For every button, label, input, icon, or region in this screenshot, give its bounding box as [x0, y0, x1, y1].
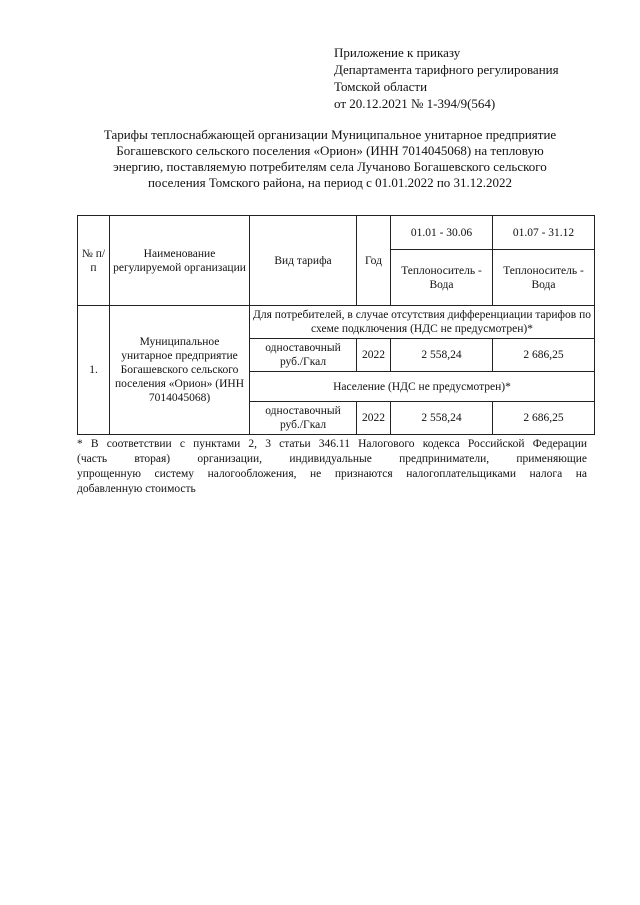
- header-period-1: 01.01 - 30.06: [391, 216, 493, 250]
- footnote-line: добавленную стоимость: [77, 483, 196, 495]
- header-organization: Наименование регулируемой организации: [110, 216, 250, 306]
- organization-name: Муниципальное унитарное предприятие Богашевского сельского поселения «Орион» (ИНН 7014045068): [110, 306, 250, 435]
- tariff-type-cell: одноставочный руб./Гкал: [250, 339, 357, 372]
- appendix-line: Томской области: [334, 79, 428, 94]
- title-line: поселения Томского района, на период с 01.01.2022 по 31.12.2022: [147, 175, 513, 190]
- footnote-line: * В соответствии с пунктами 2, 3 статьи 346.11 Налогового кодекса Российской Федерации: [77, 438, 587, 450]
- appendix-header: [334, 44, 559, 112]
- group-label: Население (НДС не предусмотрен)*: [250, 372, 595, 402]
- header-num: № п/п: [78, 216, 110, 306]
- title-line: Богашевского сельского поселения «Орион» (ИНН 7014045068) на тепловую: [116, 143, 544, 158]
- tariff-value-cell: 2 686,25: [493, 339, 595, 372]
- header-year: Год: [357, 216, 391, 306]
- tariff-type-cell: одноставочный руб./Гкал: [250, 402, 357, 435]
- title-line: Тарифы теплоснабжающей организации Муниципальное унитарное предприятие: [103, 127, 557, 142]
- group-label: Для потребителей, в случае отсутствия дифференциации тарифов по схеме подключения (НДС не предусмотрен)*: [250, 306, 595, 339]
- appendix-line: от 20.12.2021 № 1-394/9(564): [334, 96, 496, 111]
- tariff-value-cell: 2 686,25: [493, 402, 595, 435]
- title-line: энергию, поставляемую потребителям села Лучаново Богашевского сельского: [113, 159, 547, 174]
- header-period-2: 01.07 - 31.12: [493, 216, 595, 250]
- row-number: 1.: [78, 306, 110, 435]
- appendix-line: Приложение к приказу: [334, 45, 461, 60]
- year-cell: 2022: [357, 402, 391, 435]
- header-tariff-type: Вид тарифа: [250, 216, 357, 306]
- footnote: [77, 437, 587, 497]
- tariff-value-cell: 2 558,24: [391, 339, 493, 372]
- header-carrier-2: Теплоноситель - Вода: [493, 250, 595, 306]
- footnote-line: (часть вторая) организации, индивидуальные предприниматели, применяющие: [77, 453, 587, 465]
- document-title: [60, 127, 600, 191]
- appendix-line: Департамента тарифного регулирования: [334, 62, 559, 77]
- header-carrier-1: Теплоноситель - Вода: [391, 250, 493, 306]
- tariff-table: [77, 215, 595, 435]
- year-cell: 2022: [357, 339, 391, 372]
- footnote-line: упрощенную систему налогообложения, не признаются налогоплательщиками налога на: [77, 468, 587, 480]
- tariff-value-cell: 2 558,24: [391, 402, 493, 435]
